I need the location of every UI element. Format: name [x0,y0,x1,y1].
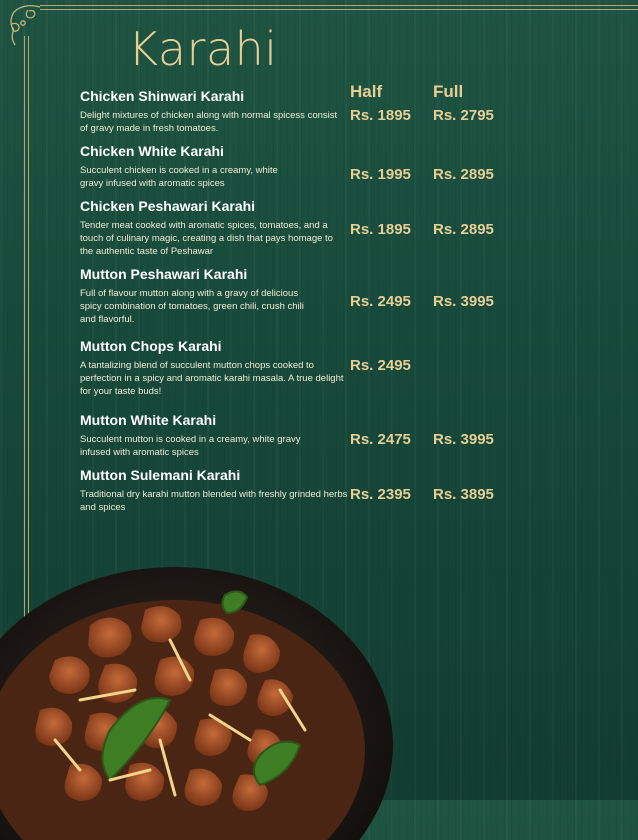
price-full: Rs. 2895 [433,221,494,238]
menu-item [80,198,345,258]
price-half: Rs. 1895 [350,107,411,124]
item-name: Mutton White Karahi [80,412,217,428]
item-name: Chicken White Karahi [80,143,224,159]
price-full: Rs. 3995 [433,293,494,310]
menu-item [80,143,345,190]
menu-item [80,412,345,459]
item-name: Mutton Sulemani Karahi [80,467,241,483]
price-half: Rs. 2495 [350,357,411,374]
item-description: Succulent chicken is cooked in a creamy, white gravy infused with aromatic spices [80,165,278,189]
item-description: Tender meat cooked with aromatic spices, tomatoes, and a touch of culinary magic, creating a dish that pays homage to the authentic taste of Peshawar [80,220,333,257]
price-half: Rs. 2495 [350,293,411,310]
price-half: Rs. 1895 [350,221,411,238]
corner-ornament-icon [2,2,72,50]
price-half: Rs. 1995 [350,166,411,183]
column-header-half: Half [350,82,383,101]
price-half: Rs. 2395 [350,486,411,503]
column-header-full: Full [433,82,464,101]
item-name: Chicken Peshawari Karahi [80,198,256,214]
menu-item [80,338,345,398]
price-half: Rs. 2475 [350,431,411,448]
item-description: Succulent mutton is cooked in a creamy, white gravy infused with aromatic spices [80,434,301,458]
menu-item [80,467,348,514]
karahi-dish-illustration [0,540,400,840]
item-description: Delight mixtures of chicken along with normal spicess consist of gravy made in fresh tomatoes. [80,110,338,134]
item-description: Full of flavour mutton along with a gravy of delicious spicy combination of tomatoes, green chili, crush chili and flavorful. [80,288,304,325]
menu-item [80,88,345,135]
item-description: Traditional dry karahi mutton blended with freshly grinded herbs and spices [80,489,348,513]
item-name: Chicken Shinwari Karahi [80,88,245,104]
price-full: Rs. 2895 [433,166,494,183]
item-name: Mutton Peshawari Karahi [80,266,248,282]
item-name: Mutton Chops Karahi [80,338,222,354]
item-description: A tantalizing blend of succulent mutton chops cooked to perfection in a spicy and aromatic karahi masala. A true delight for your taste buds! [80,360,344,397]
price-full: Rs. 2795 [433,107,494,124]
price-full: Rs. 3995 [433,431,494,448]
menu-item [80,266,345,326]
price-full: Rs. 3895 [433,486,494,503]
page-title: Karahi [128,22,278,76]
frame-top-border [40,5,638,10]
